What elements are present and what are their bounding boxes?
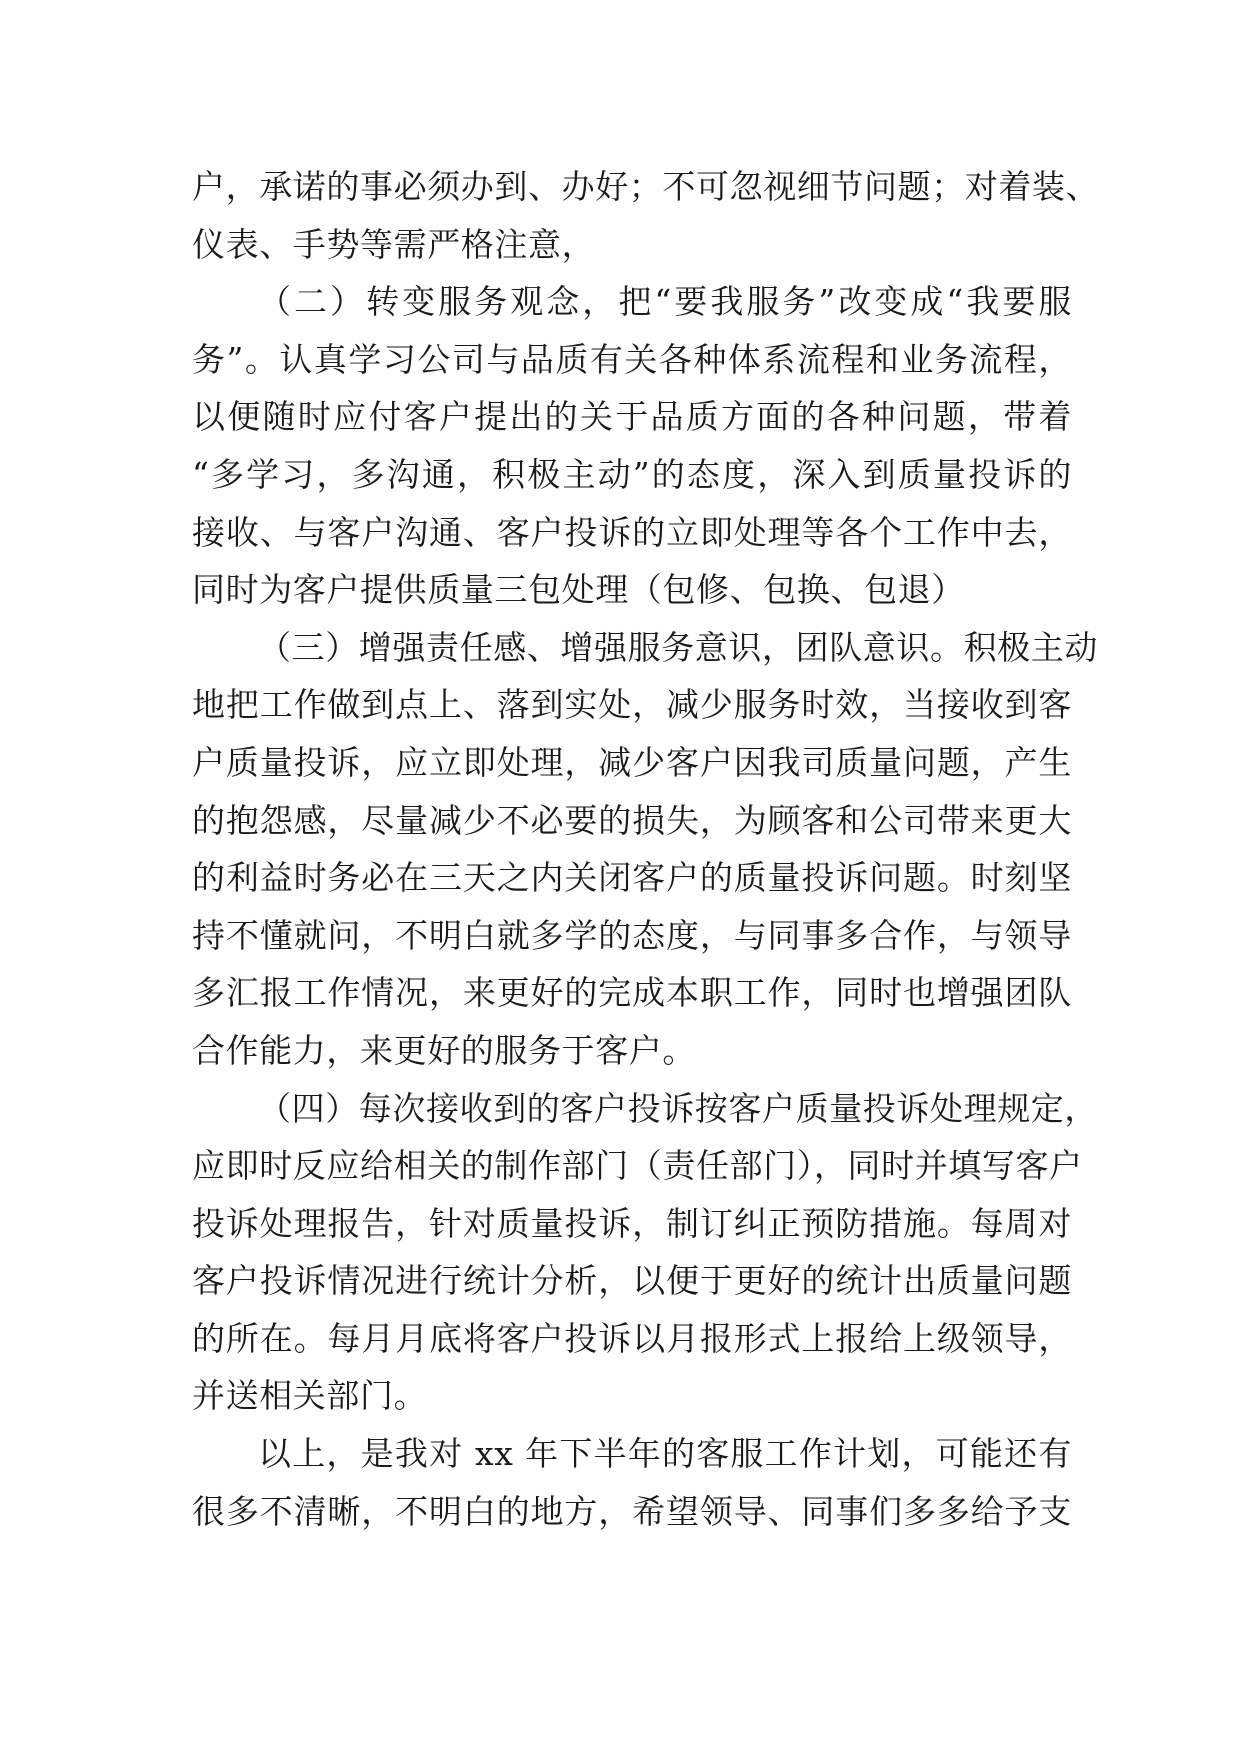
text-line: 同时为客户提供质量三包处理（包修、包换、包退） [192, 570, 965, 610]
paragraph-start-line: （四）每次接收到的客户投诉按客户质量投诉处理规定， [258, 1088, 1098, 1128]
paragraph-start-line: （二）转变服务观念，把“要我服务”改变成“我要服 [258, 282, 1072, 322]
text-line: 的抱怨感，尽量减少不必要的损失，为顾客和公司带来更大 [192, 800, 1072, 840]
paragraph-start-line: 以上，是我对 xx 年下半年的客服工作计划，可能还有 [258, 1434, 1072, 1474]
text-line: 务”。认真学习公司与品质有关各种体系流程和业务流程， [192, 339, 1072, 379]
text-line: 持不懂就问，不明白就多学的态度，与同事多合作，与领导 [192, 915, 1072, 955]
text-line: 的所在。每月月底将客户投诉以月报形式上报给上级领导， [192, 1318, 1072, 1358]
text-line: 仪表、手势等需严格注意， [192, 224, 596, 264]
text-line: 接收、与客户沟通、客户投诉的立即处理等各个工作中去， [192, 512, 1072, 552]
text-line: 多汇报工作情况，来更好的完成本职工作，同时也增强团队 [192, 973, 1072, 1013]
text-line: 以便随时应付客户提出的关于品质方面的各种问题，带着 [192, 397, 1072, 437]
text-line: 并送相关部门。 [192, 1376, 428, 1416]
text-line: “多学习，多沟通，积极主动”的态度，深入到质量投诉的 [192, 454, 1072, 494]
text-line: 地把工作做到点上、落到实处，减少服务时效，当接收到客 [192, 685, 1072, 725]
text-line: 投诉处理报告，针对质量投诉，制订纠正预防措施。每周对 [192, 1203, 1072, 1243]
document-body [192, 158, 1100, 1540]
text-line: 的利益时务必在三天之内关闭客户的质量投诉问题。时刻坚 [192, 858, 1072, 898]
paragraph-start-line: （三）增强责任感、增强服务意识，团队意识。积极主动 [258, 627, 1098, 667]
text-line: 客户投诉情况进行统计分析，以便于更好的统计出质量问题 [192, 1261, 1072, 1301]
text-line: 很多不清晰，不明白的地方，希望领导、同事们多多给予支 [192, 1491, 1072, 1531]
text-line: 合作能力，来更好的服务于客户。 [192, 1030, 696, 1070]
text-line: 户质量投诉，应立即处理，减少客户因我司质量问题，产生 [192, 742, 1072, 782]
text-line: 户，承诺的事必须办到、办好；不可忽视细节问题；对着装、 [192, 167, 1100, 206]
text-line: 应即时反应给相关的制作部门（责任部门），同时并填写客户 [192, 1146, 1083, 1186]
